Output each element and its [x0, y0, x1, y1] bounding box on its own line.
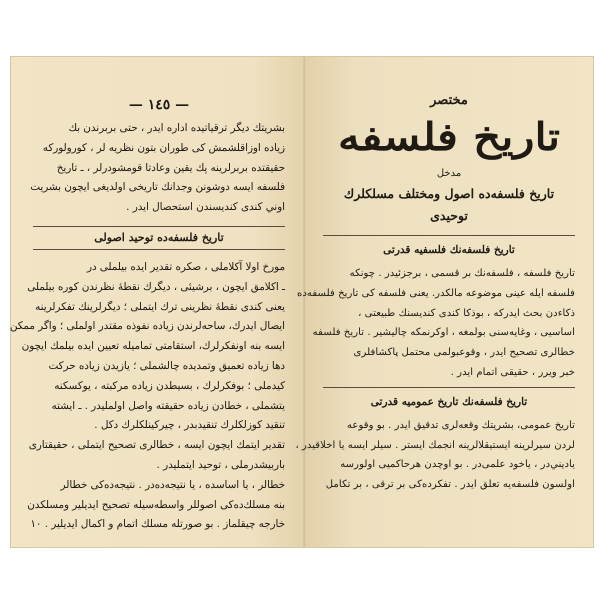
page-number: — ١٤٥ — [128, 97, 190, 113]
text-line: لردن سيرلرينه ايستيقلالرينه انجمك ايستر . سيلر ايسه يا اخلاقيدر ، [295, 439, 575, 451]
section-heading: تاريخ فلسفه‌ده توحيد اصولى [33, 226, 285, 250]
text-line: باربيشدرملى ، توحيد ايتمليدر . [156, 458, 285, 471]
left-page [11, 57, 305, 547]
right-paragraph-2 [295, 416, 575, 495]
text-line: خطالرى تصحيح ايدر ، وقوعبولمى محتمل پاكشافلرى [353, 347, 575, 359]
section-heading-2: تاريخ فلسفه‌نك تاريخ عموميه قدرتى [370, 395, 528, 408]
text-line: مورخ اولا آكلاملى ، صكره تقدير ايده بيلملى در [86, 260, 285, 273]
main-heading: تاريخ فلسفه‌ده اصول ومختلف مسلكلرك توحيدى [343, 186, 555, 223]
text-line: دها زياده تعميق وتمديده چالشملى ؛ يازيدن زياده حركت [48, 359, 285, 372]
text-line: ايصال ايدرك، ساحه‌لرندن زياده نفوذه مقتدر اولملى ؛ واگر ممكن [9, 320, 285, 333]
text-line: اساسيى ، وغايه‌سنى بولمغه ، اوكرنمكه چاليشير . تاريخ فلسفه [312, 327, 575, 339]
text-line: تاريخ فلسفه ، فلسفه‌نك بر قسمى ، برجزئيدر . چونكه [349, 268, 575, 279]
text-line: بنه مسلك‌ده‌كى اصوللر واسطه‌سيله تصحيح ايديلير ومسلكدن [27, 498, 285, 511]
text-line: كيدملى ؛ بوفكرلرك ، بسيطدن زياده مركبته ، يوكسكنه [54, 379, 285, 392]
right-page-content [295, 93, 575, 495]
book-spread [10, 56, 594, 548]
text-line: خارجه چيقلماز . بو صورتله مسلك اتمام و اكمال ايديلير . ١٠ [30, 518, 285, 531]
text-line: يتشملى ، خطادن زياده حقيقته واصل اولمليدر . ـ ايشته [51, 399, 285, 412]
left-paragraph-1 [30, 119, 285, 218]
text-line: ايسه بنه اونفكرلرك، استقامتى تماميله تعيين ايده بيلمك ايچون [21, 340, 285, 353]
left-paragraph-2 [9, 258, 285, 535]
text-line: حقيقتده بربرلرينه پك يقين وعادتا قومشودرلر ، ـ تاريخ [56, 161, 285, 174]
section-heading-1: تاريخ فلسفه‌نك فلسفيه قدرتى [383, 244, 515, 256]
text-line: زياده اوزاقلشمش كى طوران بتون نظريه لر ، كورولوركه [42, 141, 285, 154]
text-line: فلسفه ايله عينى موضوعه مالكدر. يعنى فلسفه كى تاريخ فلسفه‌ده [297, 287, 575, 299]
text-line: تاريخ عمومى، بشريتك وقعه‌لرى تدقيق ايدر . بو وقوعه [346, 419, 575, 431]
divider-line [323, 387, 575, 388]
text-line: يعنى كندى نقطۀ نظرينى ترك ايتملى ؛ ديگرلرينك تفكرلرينه [35, 300, 285, 313]
introduction-label: مدخل [436, 168, 462, 179]
book-title: تاريخ فلسفه [337, 114, 561, 159]
text-line: ذكاءدن بحث ايدركه ، بوذكا كندى كنديسنك طبيعتى ، [358, 307, 575, 319]
text-line: ياديني‌در ، ياخود علمى‌در . بو اوچدن هرحاكميى اولورسه [340, 459, 575, 471]
text-line: تقدير ايتمك ايچون ايسه ، خطالرى تصحيح ايتملى ، حقيقتارى [28, 439, 285, 452]
text-line: اولسون فلسفه‌يه تعلق ايدر . تفكرده‌كى بر ترقى ، بر تكامل [325, 479, 575, 491]
text-line: فلسفه ايسه دوشونن وجدانك تاريخى اولديغى ايچون بشريت [30, 181, 285, 194]
text-line: خبر ويرر ، حقيقى اتمام ايدر . [450, 366, 575, 378]
text-line: تنقيد كوزلكلرك تنقيدبدر ، چيركينلكلرك دكل . [94, 419, 285, 432]
text-line: اوني كندى كنديسندن استحصال ايدر . [126, 201, 285, 214]
left-page-content [9, 97, 285, 535]
text-line: ـ اكلامق ايچون ، برشيئى ، ديگرك نقطۀ نظرندن كوره بيلملى [27, 280, 285, 293]
right-page [295, 57, 593, 547]
book-subtitle: مختصر [430, 93, 468, 108]
text-line: بشريتك ديگر ترقياتيده اداره ايدر ، حتى بربرندن بك [68, 122, 285, 134]
text-line: خطالر ، يا اساسده ، يا نتيجه‌ده‌در . نتيجه‌ده‌كى خطالر [60, 478, 285, 491]
right-paragraph-1 [297, 264, 575, 383]
divider-line [323, 235, 575, 236]
